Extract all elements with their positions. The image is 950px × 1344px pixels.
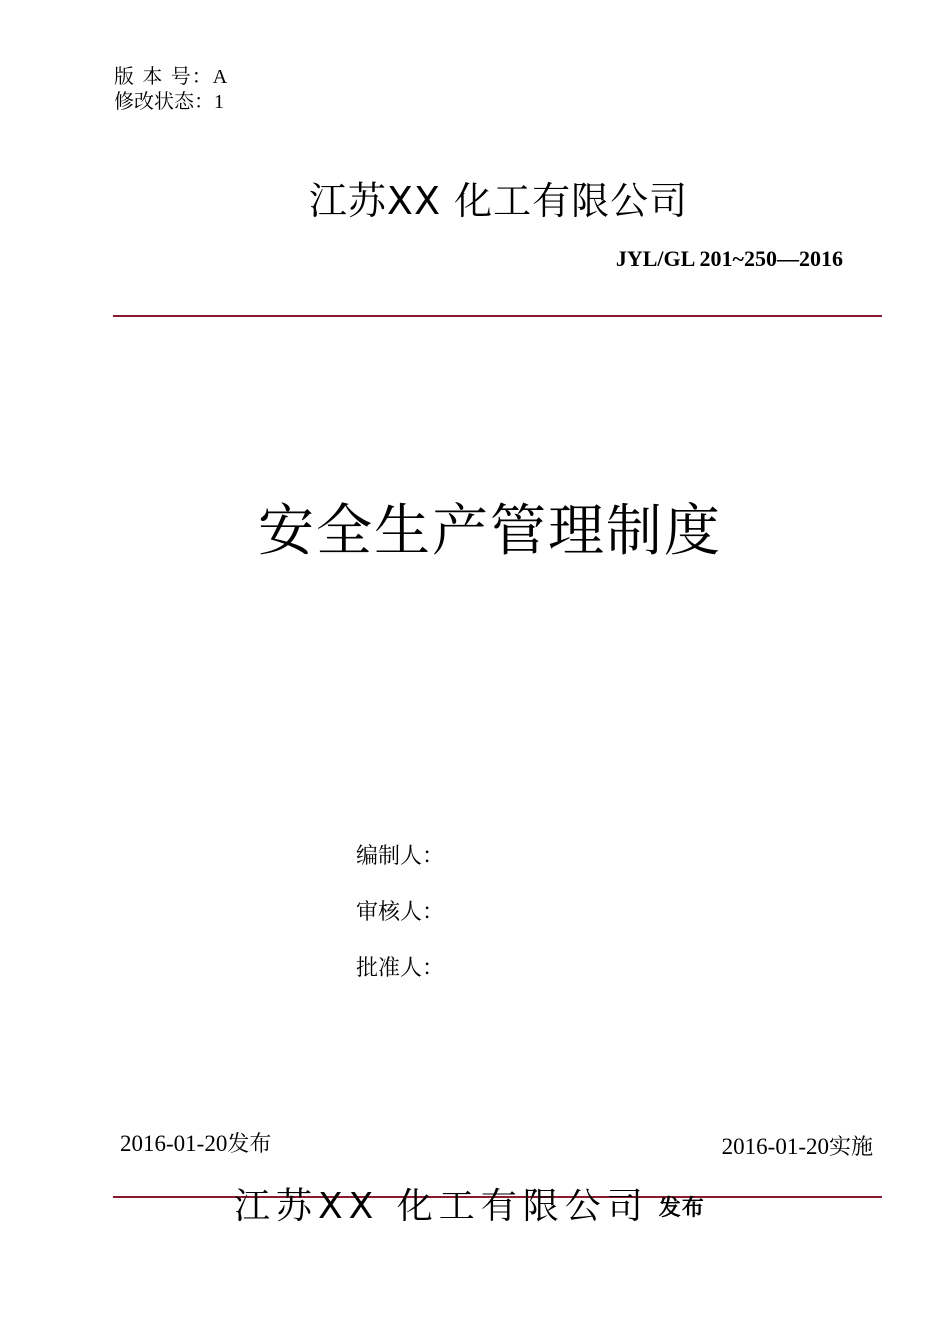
footer-issued-label: 发布 (658, 1196, 705, 1221)
document-title: 安全生产管理制度 (258, 499, 722, 564)
company-title: 江苏XX 化工有限公司 (308, 179, 689, 223)
version-label: 版 本 号： (114, 64, 213, 88)
release-date-line (120, 1130, 271, 1159)
revision-label: 修改状态： (114, 89, 214, 113)
footer-company: 江苏XX 化工有限公司 (234, 1186, 649, 1227)
revision-line (114, 89, 224, 114)
effective-date: 2016-01-20 (721, 1134, 829, 1159)
revision-value: 1 (214, 91, 224, 113)
reviewer-signature-label: 审核人： (356, 900, 445, 925)
release-label: 发布 (227, 1132, 272, 1157)
approver-signature-label: 批准人： (356, 956, 445, 981)
effective-label: 实施 (828, 1135, 873, 1160)
effective-date-line (722, 1133, 873, 1162)
version-value: A (212, 66, 229, 88)
release-date: 2016-01-20 (120, 1131, 228, 1156)
author-signature-label: 编制人： (356, 844, 445, 869)
version-line (114, 64, 228, 89)
document-code: JYL/GL 201~250—2016 (615, 246, 843, 271)
top-divider (113, 315, 882, 317)
footer-issuer (234, 1184, 705, 1232)
